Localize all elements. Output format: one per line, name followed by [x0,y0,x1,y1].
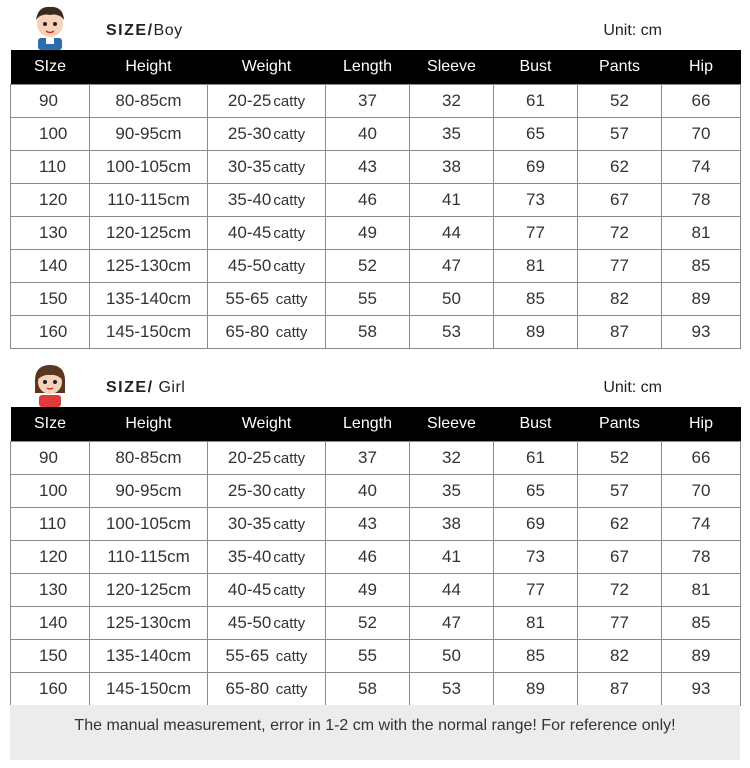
column-header: Weight [208,50,326,85]
size-cell: 150 [11,640,90,673]
weight-cell [208,574,326,607]
height-cell: 125-130cm [90,250,208,283]
size-cell: 160 [11,316,90,349]
bust-cell: 69 [494,508,578,541]
pants-cell: 67 [578,541,662,574]
sleeve-cell: 50 [410,640,494,673]
sleeve-cell: 38 [410,151,494,184]
bust-cell: 77 [494,574,578,607]
column-header: Hip [662,50,741,85]
pants-cell: 82 [578,283,662,316]
boy-label: Boy [153,22,183,39]
bust-cell: 77 [494,217,578,250]
height-cell: 120-125cm [90,574,208,607]
weight-value: 40-45 [227,223,272,242]
weight-value: 30-35 [227,157,272,176]
length-cell: 52 [326,250,410,283]
weight-unit: catty [275,681,308,698]
bust-cell: 73 [494,541,578,574]
column-header: Bust [494,407,578,442]
size-cell: 100 [11,118,90,151]
table-row [11,607,741,640]
hip-cell: 66 [662,85,741,118]
sleeve-cell: 44 [410,217,494,250]
girl-label: Girl [153,379,186,396]
pants-cell: 57 [578,475,662,508]
weight-value: 35-40 [227,190,272,209]
pants-cell: 52 [578,442,662,475]
column-header: Height [90,407,208,442]
pants-cell: 62 [578,151,662,184]
column-header: Height [90,50,208,85]
table-row [11,316,741,349]
table-row [11,283,741,316]
pants-cell: 82 [578,640,662,673]
size-cell: 150 [11,283,90,316]
hip-cell: 70 [662,118,741,151]
hip-cell: 85 [662,607,741,640]
weight-cell [208,673,326,706]
weight-cell [208,250,326,283]
weight-cell [208,541,326,574]
hip-cell: 74 [662,508,741,541]
column-header: Weight [208,407,326,442]
weight-value: 55-65 [225,289,274,308]
size-cell: 110 [11,508,90,541]
girl-section-header [10,357,740,407]
girl-size-section [10,357,740,706]
height-cell: 145-150cm [90,673,208,706]
pants-cell: 87 [578,673,662,706]
hip-cell: 81 [662,574,741,607]
weight-unit: catty [273,582,306,599]
weight-cell [208,316,326,349]
bust-cell: 89 [494,673,578,706]
hip-cell: 78 [662,541,741,574]
height-cell: 100-105cm [90,151,208,184]
sleeve-cell: 32 [410,442,494,475]
weight-value: 65-80 [225,322,274,341]
hip-cell: 81 [662,217,741,250]
length-cell: 46 [326,184,410,217]
boy-size-table [10,50,741,349]
pants-cell: 57 [578,118,662,151]
column-header: Pants [578,407,662,442]
boy-size-section [10,0,740,349]
pants-cell: 72 [578,574,662,607]
hip-cell: 85 [662,250,741,283]
size-cell: 120 [11,541,90,574]
weight-cell [208,475,326,508]
weight-value: 30-35 [227,514,272,533]
bust-cell: 85 [494,283,578,316]
length-cell: 43 [326,151,410,184]
weight-value: 20-25 [227,91,272,110]
weight-cell [208,184,326,217]
height-cell: 135-140cm [90,640,208,673]
column-header: SIze [11,50,90,85]
weight-unit: catty [273,516,306,533]
bust-cell: 65 [494,475,578,508]
bust-cell: 85 [494,640,578,673]
height-cell: 145-150cm [90,316,208,349]
size-label: SIZE/ [106,22,154,39]
size-cell: 130 [11,217,90,250]
sleeve-cell: 50 [410,283,494,316]
sleeve-cell: 47 [410,607,494,640]
girl-size-table [10,407,741,706]
bust-cell: 89 [494,316,578,349]
height-cell: 110-115cm [90,541,208,574]
height-cell: 120-125cm [90,217,208,250]
height-cell: 80-85cm [90,442,208,475]
weight-unit: catty [273,126,306,143]
pants-cell: 87 [578,316,662,349]
pants-cell: 77 [578,250,662,283]
girl-avatar-icon [26,359,74,407]
footer-note: The manual measurement, error in 1-2 cm with the normal range! For reference only! [74,717,676,734]
hip-cell: 74 [662,151,741,184]
sleeve-cell: 38 [410,508,494,541]
bust-cell: 81 [494,607,578,640]
length-cell: 55 [326,283,410,316]
weight-cell [208,118,326,151]
girl-table-header [11,407,741,442]
size-cell: 120 [11,184,90,217]
weight-cell [208,151,326,184]
height-cell: 125-130cm [90,607,208,640]
size-cell: 110 [11,151,90,184]
weight-unit: catty [273,225,306,242]
length-cell: 37 [326,442,410,475]
sleeve-cell: 35 [410,475,494,508]
length-cell: 43 [326,508,410,541]
bust-cell: 69 [494,151,578,184]
weight-unit: catty [275,648,308,665]
size-cell: 160 [11,673,90,706]
girl-table-body [11,442,741,706]
height-cell: 80-85cm [90,85,208,118]
column-header: SIze [11,407,90,442]
weight-unit: catty [275,291,308,308]
length-cell: 58 [326,673,410,706]
pants-cell: 72 [578,217,662,250]
sleeve-cell: 41 [410,184,494,217]
weight-value: 45-50 [227,256,272,275]
pants-cell: 52 [578,85,662,118]
column-header: Length [326,407,410,442]
size-cell: 90 [11,442,90,475]
weight-cell [208,283,326,316]
table-row [11,574,741,607]
weight-unit: catty [273,192,306,209]
weight-value: 40-45 [227,580,272,599]
sleeve-cell: 44 [410,574,494,607]
boy-size-title [106,22,183,40]
size-label: SIZE/ [106,379,154,396]
table-row [11,640,741,673]
sleeve-cell: 35 [410,118,494,151]
pants-cell: 67 [578,184,662,217]
weight-unit: catty [273,258,306,275]
hip-cell: 89 [662,283,741,316]
height-cell: 100-105cm [90,508,208,541]
height-cell: 90-95cm [90,118,208,151]
boy-section-header [10,0,740,50]
girl-unit-label: Unit: cm [603,379,662,396]
column-header: Length [326,50,410,85]
bust-cell: 61 [494,85,578,118]
sleeve-cell: 32 [410,85,494,118]
table-row [11,151,741,184]
table-row [11,118,741,151]
table-row [11,184,741,217]
table-row [11,217,741,250]
column-header: Sleeve [410,407,494,442]
hip-cell: 93 [662,316,741,349]
sleeve-cell: 41 [410,541,494,574]
size-cell: 130 [11,574,90,607]
column-header: Bust [494,50,578,85]
weight-unit: catty [273,159,306,176]
weight-value: 45-50 [227,613,272,632]
weight-cell [208,607,326,640]
bust-cell: 65 [494,118,578,151]
table-row [11,673,741,706]
length-cell: 49 [326,217,410,250]
height-cell: 90-95cm [90,475,208,508]
weight-unit: catty [273,93,306,110]
table-row [11,85,741,118]
girl-size-title [106,379,185,397]
length-cell: 37 [326,85,410,118]
pants-cell: 62 [578,508,662,541]
length-cell: 55 [326,640,410,673]
bust-cell: 81 [494,250,578,283]
sleeve-cell: 53 [410,316,494,349]
boy-unit-label: Unit: cm [603,22,662,39]
length-cell: 40 [326,118,410,151]
table-row [11,508,741,541]
weight-unit: catty [273,549,306,566]
column-header: Sleeve [410,50,494,85]
weight-unit: catty [273,615,306,632]
length-cell: 49 [326,574,410,607]
weight-value: 35-40 [227,547,272,566]
size-cell: 140 [11,250,90,283]
bust-cell: 73 [494,184,578,217]
weight-value: 55-65 [225,646,274,665]
weight-cell [208,85,326,118]
hip-cell: 78 [662,184,741,217]
weight-value: 20-25 [227,448,272,467]
boy-table-header [11,50,741,85]
weight-cell [208,442,326,475]
table-row [11,541,741,574]
column-header: Hip [662,407,741,442]
weight-cell [208,640,326,673]
boy-avatar-icon [26,2,74,50]
hip-cell: 89 [662,640,741,673]
length-cell: 58 [326,316,410,349]
hip-cell: 70 [662,475,741,508]
size-cell: 100 [11,475,90,508]
length-cell: 46 [326,541,410,574]
height-cell: 110-115cm [90,184,208,217]
boy-table-body [11,85,741,349]
hip-cell: 93 [662,673,741,706]
weight-unit: catty [275,324,308,341]
table-row [11,475,741,508]
weight-cell [208,508,326,541]
length-cell: 52 [326,607,410,640]
weight-unit: catty [273,450,306,467]
table-row [11,442,741,475]
table-row [11,250,741,283]
weight-value: 25-30 [227,124,272,143]
weight-cell [208,217,326,250]
sleeve-cell: 53 [410,673,494,706]
weight-unit: catty [273,483,306,500]
height-cell: 135-140cm [90,283,208,316]
bust-cell: 61 [494,442,578,475]
weight-value: 25-30 [227,481,272,500]
sleeve-cell: 47 [410,250,494,283]
pants-cell: 77 [578,607,662,640]
weight-value: 65-80 [225,679,274,698]
hip-cell: 66 [662,442,741,475]
length-cell: 40 [326,475,410,508]
size-cell: 90 [11,85,90,118]
size-cell: 140 [11,607,90,640]
column-header: Pants [578,50,662,85]
